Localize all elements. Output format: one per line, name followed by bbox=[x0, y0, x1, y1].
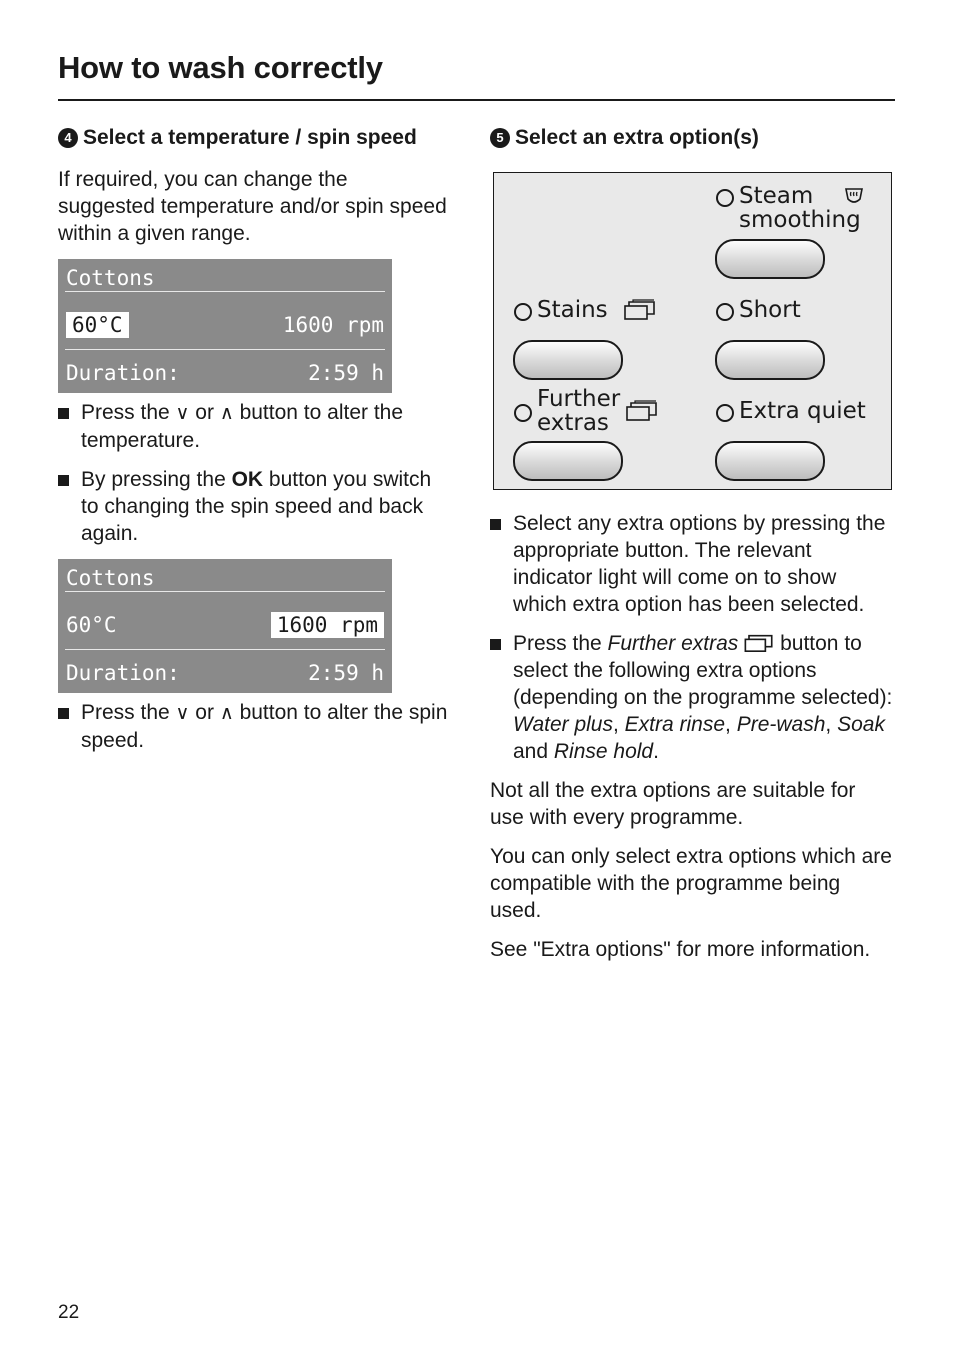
display-divider bbox=[65, 649, 385, 650]
option-short bbox=[716, 298, 801, 322]
steam-smoothing-button[interactable] bbox=[715, 239, 825, 279]
display-spin: 1600 rpm bbox=[282, 313, 384, 337]
display-divider bbox=[65, 591, 385, 592]
indicator-light-icon bbox=[514, 303, 532, 321]
display-temperature-highlighted: 60°C bbox=[66, 312, 129, 338]
temperature-display bbox=[58, 259, 392, 393]
bullet-text: Select any extra options by pressing the appropriate button. The relevant indicator light will come on to show which extra option has been selected. bbox=[513, 512, 886, 616]
bullet-text: button to alter the spin speed. bbox=[81, 701, 448, 752]
further-label-line1: Further bbox=[537, 386, 621, 412]
bullet-text: , bbox=[825, 713, 838, 736]
extra-quiet-button[interactable] bbox=[715, 441, 825, 481]
bullet-text: or bbox=[189, 701, 220, 724]
temperature-intro: If required, you can change the suggested temperature and/or spin speed within a given range. bbox=[58, 168, 447, 245]
suitability-note: Not all the extra options are suitable for use with every programme. bbox=[490, 779, 856, 829]
left-column bbox=[58, 124, 448, 766]
option-steam-smoothing bbox=[716, 184, 865, 232]
option-further-extras bbox=[514, 387, 658, 435]
page-number: 22 bbox=[58, 1302, 80, 1323]
step-5-badge: 5 bbox=[490, 128, 510, 148]
down-arrow-icon: ∨ bbox=[175, 703, 190, 724]
display-duration-value: 2:59 h bbox=[308, 361, 384, 385]
up-arrow-icon: ∧ bbox=[219, 703, 234, 724]
bullet-square-icon bbox=[58, 475, 69, 486]
bullet-text: , bbox=[725, 713, 737, 736]
extra-quiet-label: Extra quiet bbox=[739, 398, 866, 424]
right-column bbox=[490, 124, 895, 975]
extra-options-heading bbox=[490, 124, 895, 152]
bullet-text: , bbox=[613, 713, 625, 736]
indicator-light-icon bbox=[514, 404, 532, 422]
indicator-light-icon bbox=[716, 189, 734, 207]
option-term: Soak bbox=[837, 713, 885, 736]
extra-options-heading-text: Select an extra option(s) bbox=[515, 126, 759, 149]
bullet-text: button to alter the temperature. bbox=[81, 401, 404, 452]
display-programme: Cottons bbox=[66, 266, 155, 290]
option-stains bbox=[514, 298, 656, 322]
display-divider bbox=[65, 349, 385, 350]
further-extras-inline-icon bbox=[744, 633, 774, 653]
bullet-text: . bbox=[653, 740, 659, 763]
display-duration-label: Duration: bbox=[66, 361, 180, 385]
further-extras-bullet bbox=[490, 630, 895, 765]
option-term: Rinse hold bbox=[553, 740, 654, 763]
bullet-square-icon bbox=[490, 639, 501, 650]
display-temperature: 60°C bbox=[66, 613, 117, 637]
spin-display bbox=[58, 559, 392, 693]
further-extras-icon bbox=[626, 400, 658, 422]
bullet-text: and bbox=[513, 740, 554, 763]
option-term: Water plus bbox=[513, 713, 613, 736]
temperature-bullet bbox=[58, 399, 448, 454]
stains-label: Stains bbox=[537, 297, 608, 323]
further-label-line2: extras bbox=[537, 410, 609, 436]
bullet-text: Press the bbox=[81, 701, 176, 724]
bullet-square-icon bbox=[490, 519, 501, 530]
bullet-text: button you switch to changing the spin speed and back again. bbox=[81, 468, 432, 545]
extra-options-panel bbox=[493, 172, 892, 490]
option-term: Extra rinse bbox=[624, 713, 726, 736]
indicator-light-icon bbox=[716, 404, 734, 422]
option-term: Pre-wash bbox=[736, 713, 826, 736]
steam-label-line2: smoothing bbox=[739, 207, 861, 233]
further-extras-button[interactable] bbox=[513, 441, 623, 481]
stains-icon bbox=[624, 299, 656, 321]
bullet-square-icon bbox=[58, 708, 69, 719]
short-button[interactable] bbox=[715, 340, 825, 380]
bullet-text: Press the bbox=[81, 401, 176, 424]
temperature-spin-heading-text: Select a temperature / spin speed bbox=[83, 126, 417, 149]
ok-bullet bbox=[58, 466, 448, 547]
bullet-text: By pressing the bbox=[81, 468, 232, 491]
steam-icon bbox=[843, 185, 865, 207]
display-spin-highlighted: 1600 rpm bbox=[271, 612, 384, 638]
see-more-note: See "Extra options" for more information. bbox=[490, 938, 871, 961]
option-extra-quiet bbox=[716, 399, 866, 423]
bullet-square-icon bbox=[58, 408, 69, 419]
display-duration-label: Duration: bbox=[66, 661, 180, 685]
compatibility-note: You can only select extra options which are compatible with the programme being used. bbox=[490, 845, 892, 922]
display-duration-value: 2:59 h bbox=[308, 661, 384, 685]
steam-label-line1: Steam bbox=[739, 183, 814, 209]
ok-button-label: OK bbox=[231, 468, 264, 491]
title-divider bbox=[58, 99, 895, 101]
display-divider bbox=[65, 291, 385, 292]
bullet-text: Press the bbox=[513, 632, 608, 655]
step-4-badge: 4 bbox=[58, 128, 78, 148]
further-extras-term: Further extras bbox=[607, 632, 739, 655]
bullet-text: or bbox=[189, 401, 220, 424]
indicator-light-icon bbox=[716, 303, 734, 321]
temperature-spin-heading bbox=[58, 124, 448, 152]
display-programme: Cottons bbox=[66, 566, 155, 590]
bullet-text: button to select the following extra options (depending on the programme selected): bbox=[513, 632, 893, 709]
spin-bullet bbox=[58, 699, 448, 754]
page-title: How to wash correctly bbox=[58, 50, 383, 85]
extra-options-bullet bbox=[490, 510, 895, 618]
short-label: Short bbox=[739, 297, 801, 323]
up-arrow-icon: ∧ bbox=[219, 403, 234, 424]
down-arrow-icon: ∨ bbox=[175, 403, 190, 424]
stains-button[interactable] bbox=[513, 340, 623, 380]
